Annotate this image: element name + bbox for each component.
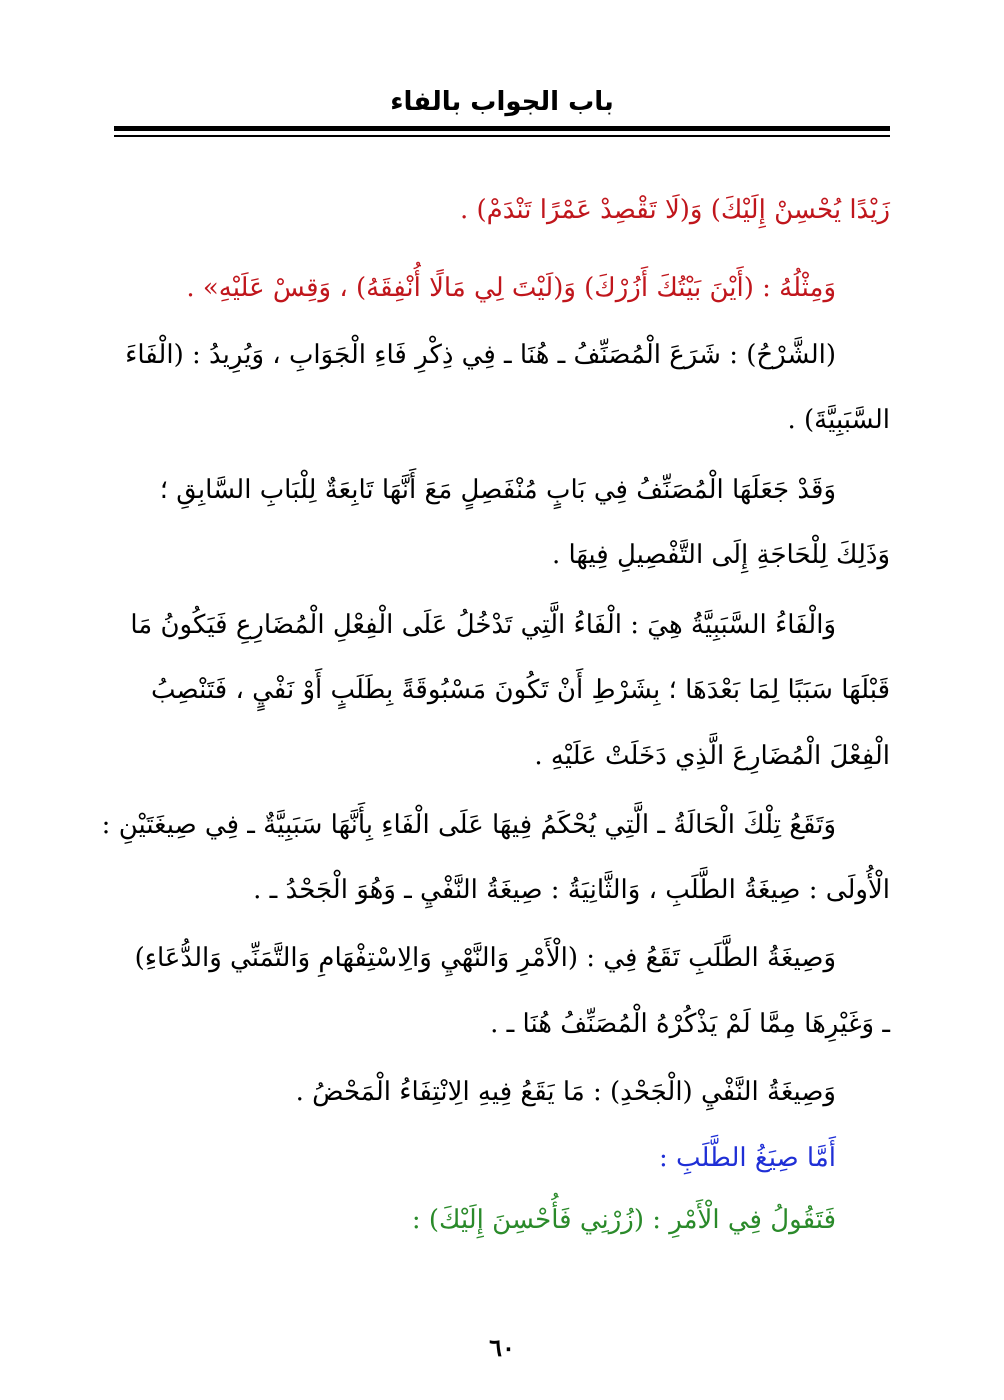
sharh-line-1: (الشَّرْحُ) : شَرَعَ الْمُصَنِّفُ ـ هُنَا ـ فِي ذِكْرِ فَاءِ الْجَوَابِ ، وَيُرِيدُ : (الْفَاءَ [125,340,836,370]
paragraph-line-9: ـ وَغَيْرِهَا مِمَّا لَمْ يَذْكُرْهُ الْمُصَنِّفُ هُنَا ـ . [490,1009,890,1039]
sharh-line-2: السَّبَبِيَّةَ) . [787,405,890,435]
paragraph-line-10: وَصِيغَةُ النَّفْيِ (الْجَحْدِ) : مَا يَقَعُ فِيهِ الِانْتِفَاءُ الْمَحْضُ . [295,1077,836,1107]
paragraph-line-5: الْفِعْلَ الْمُضَارِعَ الَّذِي دَخَلَتْ عَلَيْهِ . [534,741,890,771]
paragraph-line-8: وَصِيغَةُ الطَّلَبِ تَقَعُ فِي : (الْأَمْرِ وَالنَّهْيِ وَالِاسْتِفْهَامِ وَالتَّمَنِّي وَالدُّعَاءِ) [134,943,836,973]
paragraph-line-7: الْأُولَى : صِيغَةُ الطَّلَبِ ، وَالثَّانِيَةُ : صِيغَةُ النَّفْيِ ـ وَهُوَ الْجَحْدُ ـ . [253,875,890,905]
header-rule-thin [114,135,890,137]
paragraph-line-4: قَبْلَهَا سَبَبًا لِمَا بَعْدَهَا ؛ بِشَرْطِ أَنْ تَكُونَ مَسْبُوقَةً بِطَلَبٍ أَوْ نَفْيٍ ، فَتَنْصِبُ [151,675,890,705]
matn-line-1: زَيْدًا يُحْسِنْ إِلَيْكَ) وَ(لَا تَقْصِدْ عَمْرًا تَنْدَمْ) . [459,195,890,225]
section-heading: أَمَّا صِيَغُ الطَّلَبِ : [659,1143,836,1173]
paragraph-line-6: وَتَقَعُ تِلْكَ الْحَالَةُ ـ الَّتِي يُحْكَمُ فِيهَا عَلَى الْفَاءِ بِأَنَّهَا سَبَبِيَّةٌ ـ فِي صِيغَتَيْنِ : [101,810,836,840]
example-line: فَتَقُولُ فِي الْأَمْرِ : (زُرْنِي فَأُحْسِنَ إِلَيْكَ) : [411,1205,836,1235]
paragraph-line-3: وَالْفَاءُ السَّبَبِيَّةُ هِيَ : الْفَاءُ الَّتِي تَدْخُلُ عَلَى الْفِعْلِ الْمُضَارِعِ فَيَكُونُ مَا [130,610,836,640]
header-rule-thick [114,126,890,131]
page-header-title: باب الجواب بالفاء [390,87,614,117]
paragraph-line-1: وَقَدْ جَعَلَهَا الْمُصَنِّفُ فِي بَابٍ مُنْفَصِلٍ مَعَ أَنَّهَا تَابِعَةٌ لِلْبَابِ السَّابِقِ ؛ [159,475,836,505]
page-number: ٦٠ [489,1333,515,1362]
paragraph-line-2: وَذَلِكَ لِلْحَاجَةِ إِلَى التَّفْصِيلِ فِيهَا . [551,540,890,570]
matn-line-2: وَمِثْلُهُ : (أَيْنَ بَيْتُكَ أَزُرْكَ) وَ(لَيْتَ لِي مَالًا أُنْفِقَهُ) ، وَقِسْ عَلَيْهِ» . [186,273,836,303]
